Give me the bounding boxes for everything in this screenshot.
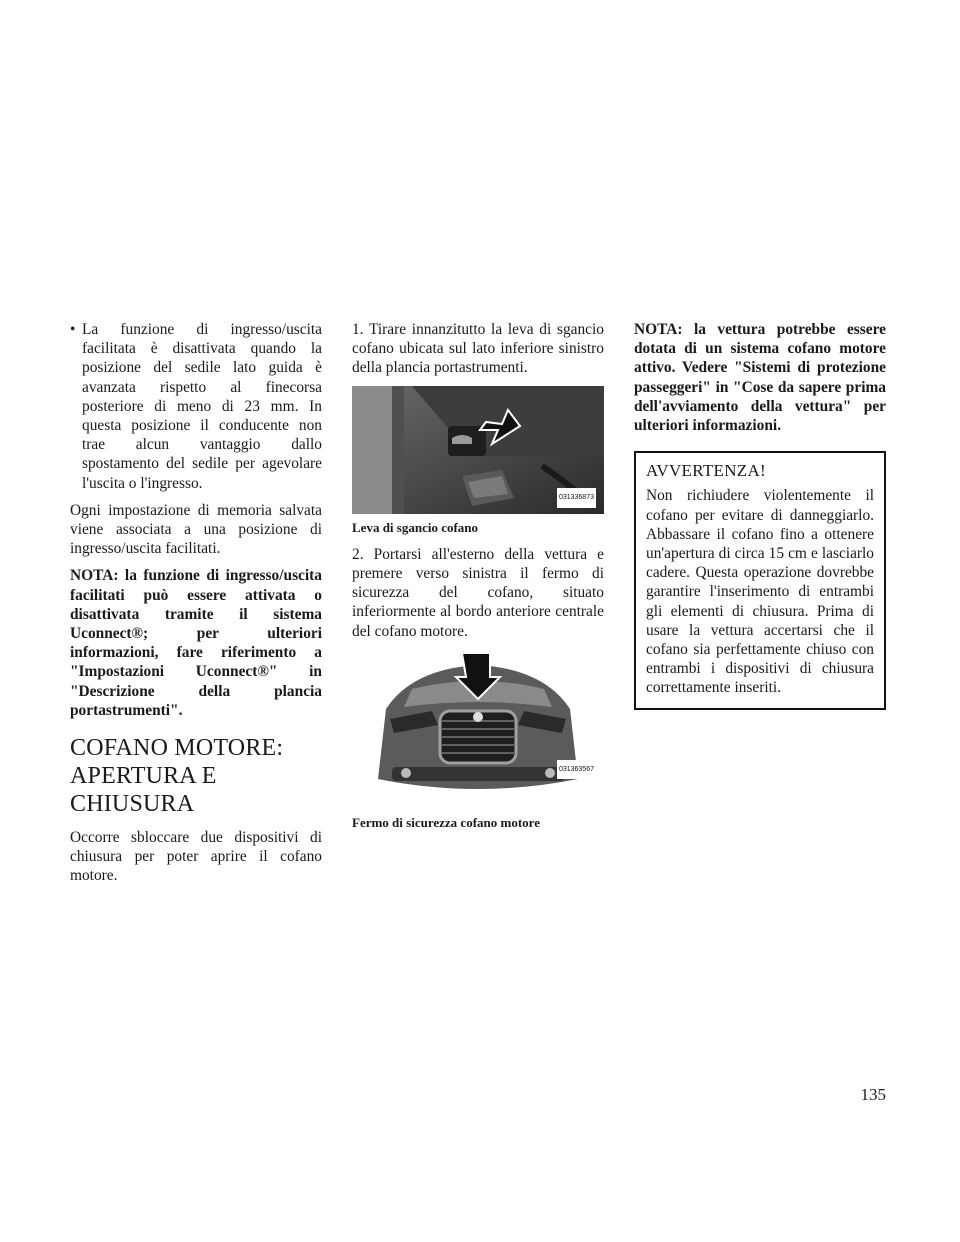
note: NOTA: la funzione di ingresso/uscita facilitati può essere attivata o disattivata tramite il sistema Uconnect®; per ulteriori informazioni, fare riferimento a "Impostazioni Uconnect®" in "Descrizione della plancia portastrumenti". <box>70 567 322 719</box>
figure-caption: Leva di sgancio cofano <box>352 519 479 535</box>
hood-safety-catch-photo <box>352 649 604 809</box>
list-item <box>70 320 322 493</box>
page-number: 135 <box>860 1085 886 1104</box>
figure-caption: Fermo di sicurezza cofano motore <box>352 814 540 830</box>
paragraph: Ogni impostazione di memoria salvata viene associata a una posizione di ingresso/uscita facilitati. <box>70 501 322 558</box>
heading-line-1: COFANO MOTORE: <box>70 735 284 762</box>
hood-release-lever-photo <box>352 386 604 514</box>
heading-line-2: APERTURA E CHIUSURA <box>70 763 217 818</box>
bullet-icon: • <box>70 321 76 338</box>
step-2: 2. Portarsi all'esterno della vettura e premere verso sinistra il fermo di sicurezza del cofano, situato inferiormente al bordo anteriore centrale del cofano motore. <box>352 545 604 640</box>
section-heading <box>70 734 322 818</box>
car-front-image <box>352 649 604 809</box>
warning-box <box>634 451 886 709</box>
warning-title: AVVERTENZA! <box>646 461 767 481</box>
warning-text: Non richiudere violentemente il cofano per evitare di danneggiarlo. Abbassare il cofano fino a ottenere un'apertura di circa 15 cm e lasciarlo cadere. Questa operazione dovrebbe garantire l'inserimento di entrambi gli elementi di chiusura. Prima di usare la vettura accertarsi che il cofano sia perfettamente chiuso con entrambi i dispositivi di chiusura correttamente inseriti. <box>646 487 874 697</box>
paragraph: Occorre sbloccare due dispositivi di chiusura per poter aprire il cofano motore. <box>70 829 322 885</box>
figure-code: 031363567 <box>557 760 596 779</box>
column-left <box>70 320 322 894</box>
column-right <box>634 320 886 710</box>
column-middle <box>352 320 604 840</box>
figure-code: 031336873 <box>557 488 596 507</box>
bullet-text: La funzione di ingresso/uscita facilitata è disattivata quando la posizione del sedile lato guida è avanzata rispetto al finecorsa posteriore di meno di 23 mm. In questa posizione il conducente non trae alcun vantaggio dallo spostamento del sedile per agevolare l'uscita o l'ingresso. <box>82 321 322 492</box>
step-1: 1. Tirare innanzitutto la leva di sgancio cofano ubicata sul lato inferiore sinistro della plancia portastrumenti. <box>352 321 604 377</box>
note: NOTA: la vettura potrebbe essere dotata di un sistema cofano motore attivo. Vedere "Sistemi di protezione passeggeri" in "Cose da sapere prima dell'avviamento della vettura" per ulteriori informazioni. <box>634 321 886 435</box>
